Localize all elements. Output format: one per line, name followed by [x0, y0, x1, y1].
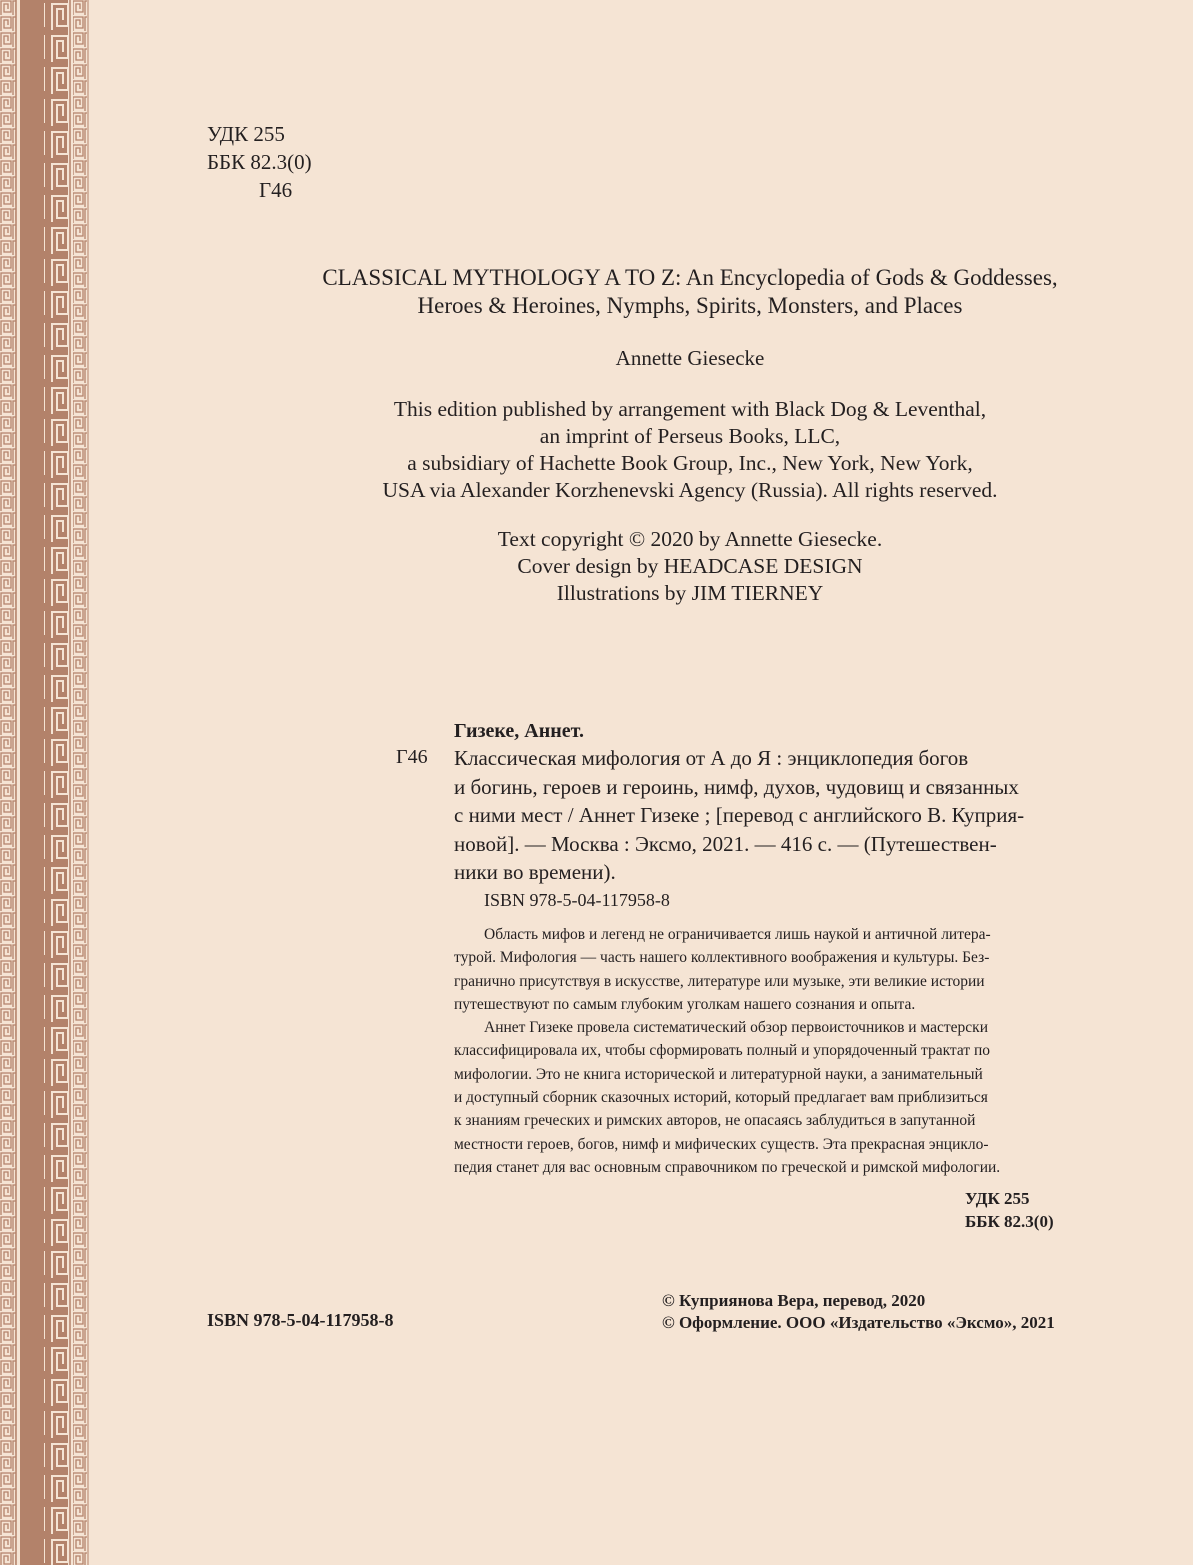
isbn-record: ISBN 978-5-04-117958-8	[484, 890, 670, 910]
greek-key-border	[0, 0, 90, 1565]
bib-line: Классическая мифология от А до Я : энциклопедия богов	[454, 746, 969, 770]
copyright-ru	[662, 1290, 1055, 1334]
udk-code: УДК 255	[207, 122, 285, 146]
isbn-bottom: ISBN 978-5-04-117958-8	[207, 1310, 394, 1330]
udk-code: УДК 255	[965, 1189, 1030, 1208]
udk-block-bottom	[965, 1187, 1054, 1233]
edition-notice	[190, 396, 1190, 504]
annotation-line: и доступный сборник сказочных историй, который предлагает вам приблизиться	[454, 1089, 988, 1107]
greek-key-pattern-icon	[0, 0, 90, 1565]
annotation-line: путешествуют по самым глубоким уголкам нашего сознания и опыта.	[454, 995, 916, 1013]
book-title-en	[190, 264, 1190, 320]
bbk-code: ББК 82.3(0)	[965, 1212, 1054, 1231]
edition-line: USA via Alexander Korzhenevski Agency (Russia). All rights reserved.	[382, 478, 998, 502]
copyright-line: © Куприянова Вера, перевод, 2020	[662, 1291, 926, 1310]
copyright-line: © Оформление. ООО «Издательство «Эксмо», 2021	[662, 1313, 1055, 1332]
bibliographic-record	[396, 718, 1076, 887]
bib-line: ники во времени).	[454, 860, 616, 884]
annotation-line: местности героев, богов, нимф и мифических существ. Эта прекрасная энцикло-	[454, 1135, 989, 1153]
copyright-en	[190, 526, 1190, 607]
edition-line: This edition published by arrangement with Black Dog & Leventhal,	[393, 397, 987, 421]
bbk-code: ББК 82.3(0)	[207, 150, 312, 174]
bib-line: и богинь, героев и героинь, нимф, духов, чудовищ и связанных	[454, 774, 1019, 799]
annotation-line: турой. Мифология — часть нашего коллективного воображения и культуры. Без-	[454, 949, 990, 967]
annotation-line: классифицировала их, чтобы сформировать полный и упорядоченный трактат по	[454, 1042, 991, 1060]
annotation-line: мифологии. Это не книга исторической и литературной науки, а занимательный	[454, 1065, 983, 1083]
copyright-line: Cover design by HEADCASE DESIGN	[517, 554, 863, 578]
annotation-line: гранично присутствуя в искусстве, литературе или музыке, эти великие истории	[454, 972, 985, 990]
annotation	[454, 923, 1076, 1179]
edition-line: an imprint of Perseus Books, LLC,	[539, 424, 841, 448]
annotation-line: к знаниям греческих и римских авторов, не опасаясь заблудиться в запутанной	[454, 1112, 976, 1130]
bib-line: новой]. — Москва : Эксмо, 2021. — 416 с. — (Путешествен-	[454, 831, 997, 856]
edition-line: a subsidiary of Hachette Book Group, Inc., New York, New York,	[407, 451, 973, 475]
bib-author: Гизеке, Аннет.	[454, 720, 584, 742]
title-line: CLASSICAL MYTHOLOGY A TO Z: An Encyclopedia of Gods & Goddesses,	[322, 265, 1058, 290]
annotation-line: педия станет для вас основным справочником по греческой и римской мифологии.	[454, 1158, 1001, 1176]
annotation-line: Аннет Гизеке провела систематический обзор первоисточников и мастерски	[484, 1019, 988, 1037]
author-en: Annette Giesecke	[615, 346, 765, 370]
copyright-line: Text copyright © 2020 by Annette Giesecke.	[497, 527, 883, 551]
bib-line: с ними мест / Аннет Гизеке ; [перевод с английского В. Куприя-	[454, 803, 1025, 827]
title-line: Heroes & Heroines, Nymphs, Spirits, Monsters, and Places	[417, 293, 963, 318]
copyright-line: Illustrations by JIM TIERNEY	[556, 581, 824, 605]
author-sign-code: Г46	[259, 178, 293, 202]
bib-description	[454, 744, 1076, 887]
annotation-line: Область мифов и легенд не ограничивается лишь наукой и античной литера-	[484, 926, 991, 943]
udk-block-top	[207, 120, 312, 204]
bib-author-sign: Г46	[396, 746, 428, 768]
